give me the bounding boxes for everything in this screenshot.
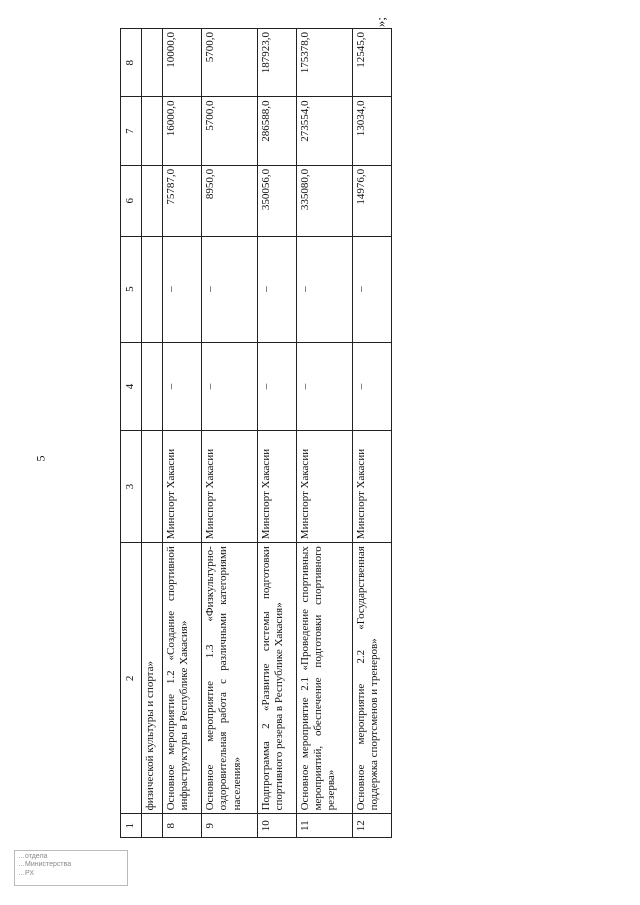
header-row [121, 29, 142, 838]
value-col-7: 5700,0 [202, 97, 258, 165]
header-cell-5: 5 [121, 236, 142, 342]
value-col-5: – [257, 236, 296, 342]
table-row [352, 29, 391, 838]
row-number: 11 [297, 814, 353, 838]
value-col-6: 14976,0 [352, 165, 391, 236]
value-col-5: – [202, 236, 258, 342]
value-col-7: 16000,0 [163, 97, 202, 165]
header-cell-4: 4 [121, 342, 142, 430]
row-number: 9 [202, 814, 258, 838]
executor: Минспорт Хакасии [163, 431, 202, 543]
measure-name: Основное мероприятие 2.2 «Государственная поддержка спортсменов и тренеров» [352, 543, 391, 814]
value-col-4: – [297, 342, 353, 430]
header-cell-8: 8 [121, 29, 142, 97]
value-col-4: – [202, 342, 258, 430]
stamp-line: …отдела [18, 853, 48, 860]
value-col-8: 12545,0 [352, 29, 391, 97]
table-row [163, 29, 202, 838]
value-col-8: 5700,0 [202, 29, 258, 97]
copy-stamp [14, 850, 128, 886]
value-col-6: 350056,0 [257, 165, 296, 236]
value-col-6: 75787,0 [163, 165, 202, 236]
header-cell-1: 1 [121, 814, 142, 838]
executor: Минспорт Хакасии [297, 431, 353, 543]
value-col-4: – [257, 342, 296, 430]
page-number: 5 [33, 455, 48, 462]
row-number: 10 [257, 814, 296, 838]
value-col-8: 175378,0 [297, 29, 353, 97]
cell-empty [142, 97, 163, 165]
stamp-line: …Министерства [18, 861, 72, 869]
cell-empty [142, 431, 163, 543]
value-col-8: 187923,0 [257, 29, 296, 97]
closing-quote-mark: »; [373, 16, 389, 28]
executor: Минспорт Хакасии [352, 431, 391, 543]
value-col-4: – [163, 342, 202, 430]
continuation-text: физической культуры и спорта» [142, 543, 163, 814]
header-cell-7: 7 [121, 97, 142, 165]
value-col-7: 273554,0 [297, 97, 353, 165]
value-col-5: – [163, 236, 202, 342]
cell-empty [142, 165, 163, 236]
value-col-7: 286588,0 [257, 97, 296, 165]
stamp-line: …РХ [18, 869, 35, 877]
row-number: 12 [352, 814, 391, 838]
measure-name: Основное мероприятие 1.3 «Физкультурно-оздоровительная работа с различными категориями населения» [202, 543, 258, 814]
cell-empty [142, 342, 163, 430]
value-col-4: – [352, 342, 391, 430]
header-cell-2: 2 [121, 543, 142, 814]
header-cell-6: 6 [121, 165, 142, 236]
value-col-5: – [352, 236, 391, 342]
value-col-6: 8950,0 [202, 165, 258, 236]
row-number: 8 [163, 814, 202, 838]
measure-name: Основное мероприятие 2.1 «Проведение спортивных мероприятий, обеспечение подготовки спортивного резерва» [297, 543, 353, 814]
cell-empty [142, 814, 163, 838]
budget-table [120, 28, 392, 838]
header-cell-3: 3 [121, 431, 142, 543]
table-row [257, 29, 296, 838]
continuation-row [142, 29, 163, 838]
value-col-8: 10000,0 [163, 29, 202, 97]
value-col-7: 13034,0 [352, 97, 391, 165]
value-col-5: – [297, 236, 353, 342]
cell-empty [142, 29, 163, 97]
executor: Минспорт Хакасии [202, 431, 258, 543]
rotated-table-wrapper [120, 28, 392, 838]
measure-name: Подпрограмма 2 «Развитие системы подготовки спортивного резерва в Республике Хакасия» [257, 543, 296, 814]
table-row [202, 29, 258, 838]
value-col-6: 335080,0 [297, 165, 353, 236]
cell-empty [142, 236, 163, 342]
table-row [297, 29, 353, 838]
executor: Минспорт Хакасии [257, 431, 296, 543]
measure-name: Основное мероприятие 1.2 «Создание спортивной инфраструктуры в Республике Хакасия» [163, 543, 202, 814]
